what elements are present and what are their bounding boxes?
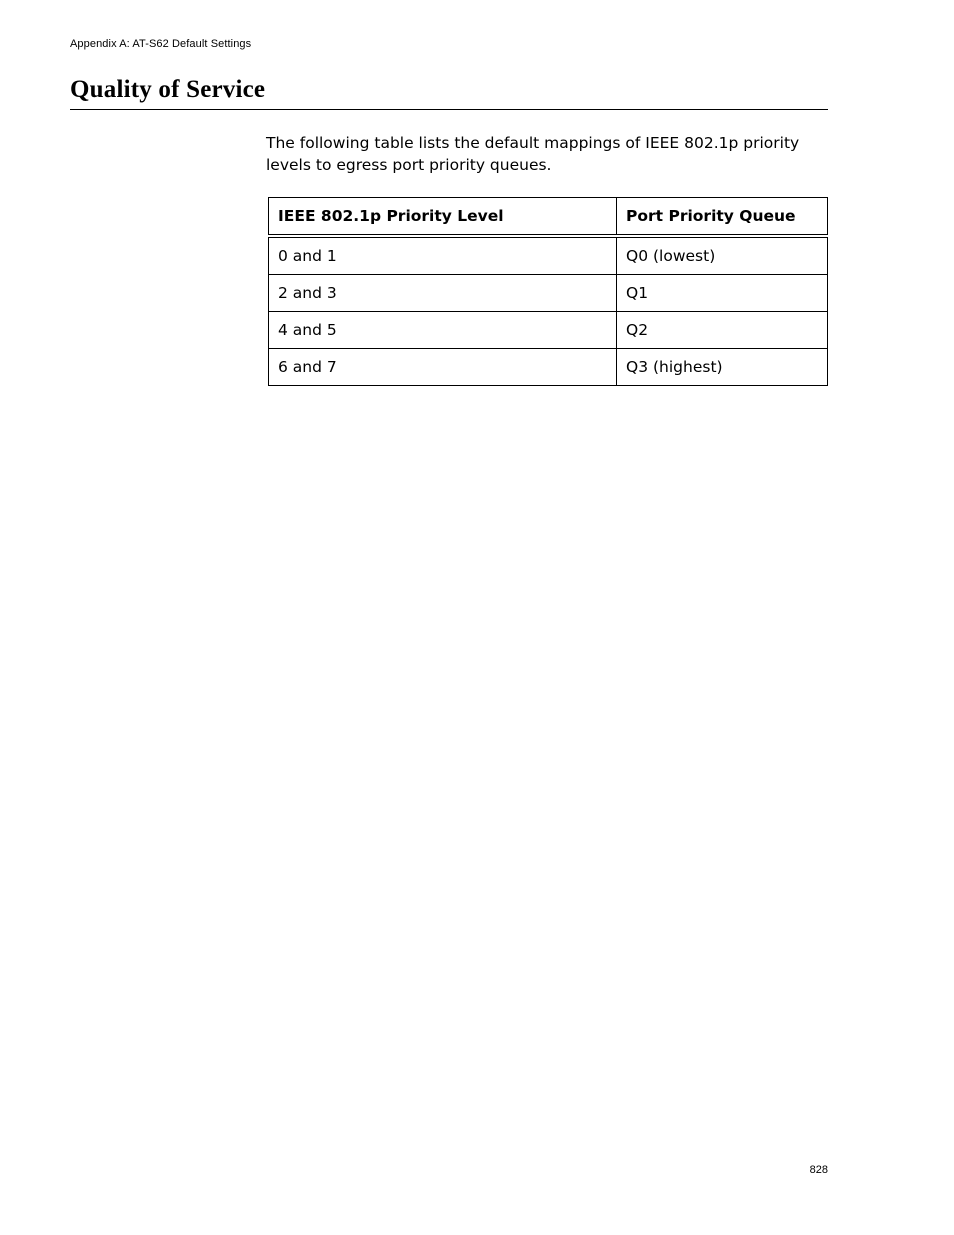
port-queue-cell: Q0 (lowest) [617,236,828,275]
port-queue-cell: Q3 (highest) [617,349,828,386]
table-row [269,349,828,386]
priority-level-cell: 0 and 1 [269,236,617,275]
running-header: Appendix A: AT-S62 Default Settings [70,38,252,50]
priority-level-cell: 4 and 5 [269,312,617,349]
priority-mapping-table [268,197,828,386]
port-queue-cell: Q1 [617,275,828,312]
table-row [269,312,828,349]
column-header-port-queue: Port Priority Queue [617,198,828,237]
intro-paragraph: The following table lists the default mappings of IEEE 802.1p priority levels to egress port priority queues. [266,134,800,174]
table-row [269,236,828,275]
page-number: 828 [809,1164,828,1176]
table-row [269,275,828,312]
section-title: Quality of Service [70,76,266,103]
title-rule [70,109,828,110]
column-header-priority-level: IEEE 802.1p Priority Level [269,198,617,237]
table-header-row [269,198,828,237]
priority-level-cell: 6 and 7 [269,349,617,386]
port-queue-cell: Q2 [617,312,828,349]
priority-level-cell: 2 and 3 [269,275,617,312]
